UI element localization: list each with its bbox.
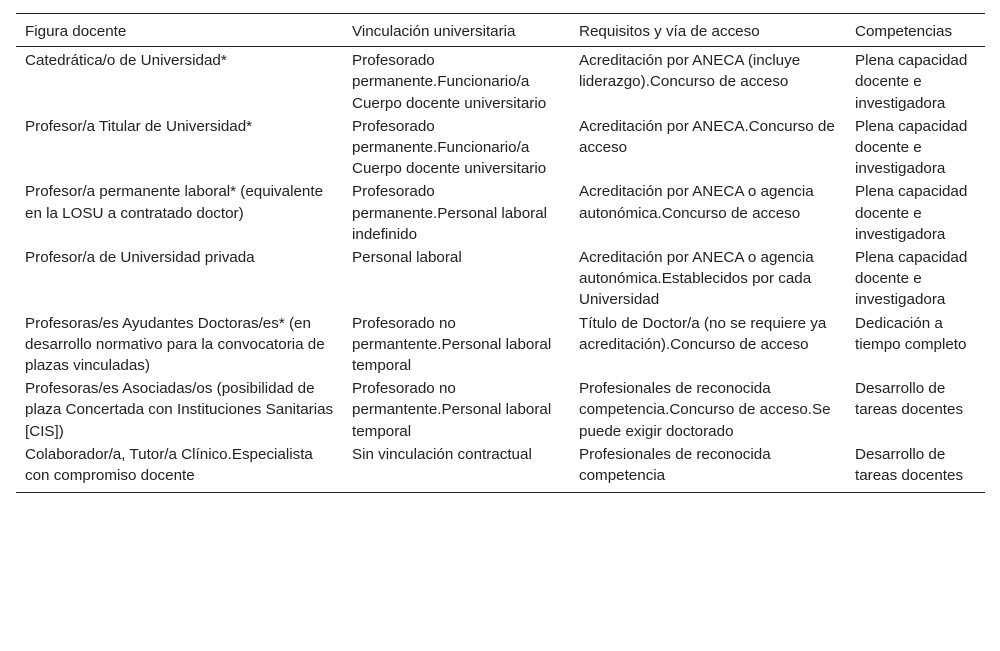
cell-competencias: Plena capacidad docente e investigadora [855,117,968,178]
table-row [16,180,985,246]
cell-vinculacion: Profesorado permanente.Funcionario/a Cuerpo docente universitario [352,52,547,112]
cell-figura-docente: Colaborador/a, Tutor/a Clínico.Especialista con compromiso docente [16,443,343,493]
cell-competencias: Plena capacidad docente e investigadora [855,249,968,309]
cell-requisitos: Título de Doctor/a (no se requiere ya acreditación).Concurso de acceso [579,314,827,353]
cell-competencias: Desarrollo de tareas docentes [846,443,985,493]
teaching-staff-table [16,13,985,493]
cell-competencias: Dedicación a tiempo completo [855,314,967,353]
table-header [16,14,985,47]
cell-figura-docente: Profesoras/es Asociadas/os (posibilidad de plaza Concertada con Instituciones Sanitarias [CIS]) [25,380,334,440]
table-row [16,443,985,493]
cell-requisitos: Acreditación por ANECA o agencia autonómica.Establecidos por cada Universidad [579,249,814,309]
cell-competencias: Plena capacidad docente e investigadora [855,52,968,112]
cell-vinculacion: Profesorado no permantente.Personal laboral temporal [352,314,552,375]
header-figura-docente: Figura docente [16,14,343,47]
cell-competencias: Desarrollo de tareas docentes [855,380,964,419]
cell-figura-docente: Profesoras/es Ayudantes Doctoras/es* (en desarrollo normativo para la convocatoria de plazas vinculadas) [25,314,325,375]
cell-figura-docente: Profesor/a permanente laboral* (equivalente en la LOSU a contratado doctor) [25,183,324,222]
table-row [16,377,985,443]
cell-vinculacion: Sin vinculación contractual [343,443,570,493]
header-requisitos: Requisitos y vía de acceso [570,14,846,47]
cell-requisitos: Profesionales de reconocida competencia [570,443,846,493]
cell-requisitos: Profesionales de reconocida competencia.Concurso de acceso.Se puede exigir doctorado [579,380,831,440]
table-body [16,47,985,493]
header-vinculacion: Vinculación universitaria [343,14,570,47]
cell-requisitos: Acreditación por ANECA.Concurso de acceso [579,117,835,157]
table-row [16,47,985,115]
cell-vinculacion: Profesorado permanente.Funcionario/a Cuerpo docente universitario [352,117,547,178]
table-row [16,115,985,181]
header-competencias: Competencias [846,14,985,47]
cell-figura-docente: Profesor/a Titular de Universidad* [25,117,253,135]
cell-requisitos: Acreditación por ANECA o agencia autonómica.Concurso de acceso [579,183,814,222]
cell-vinculacion: Profesorado permanente.Personal laboral indefinido [352,183,548,243]
header-row [16,14,985,47]
cell-requisitos: Acreditación por ANECA (incluye liderazgo).Concurso de acceso [579,52,801,91]
cell-competencias: Plena capacidad docente e investigadora [855,183,968,243]
cell-vinculacion: Personal laboral [352,249,462,267]
table-row [16,246,985,312]
cell-vinculacion: Profesorado no permantente.Personal laboral temporal [352,380,552,440]
cell-figura-docente: Profesor/a de Universidad privada [25,249,255,267]
cell-figura-docente: Catedrática/o de Universidad* [25,52,227,70]
table-row [16,312,985,378]
